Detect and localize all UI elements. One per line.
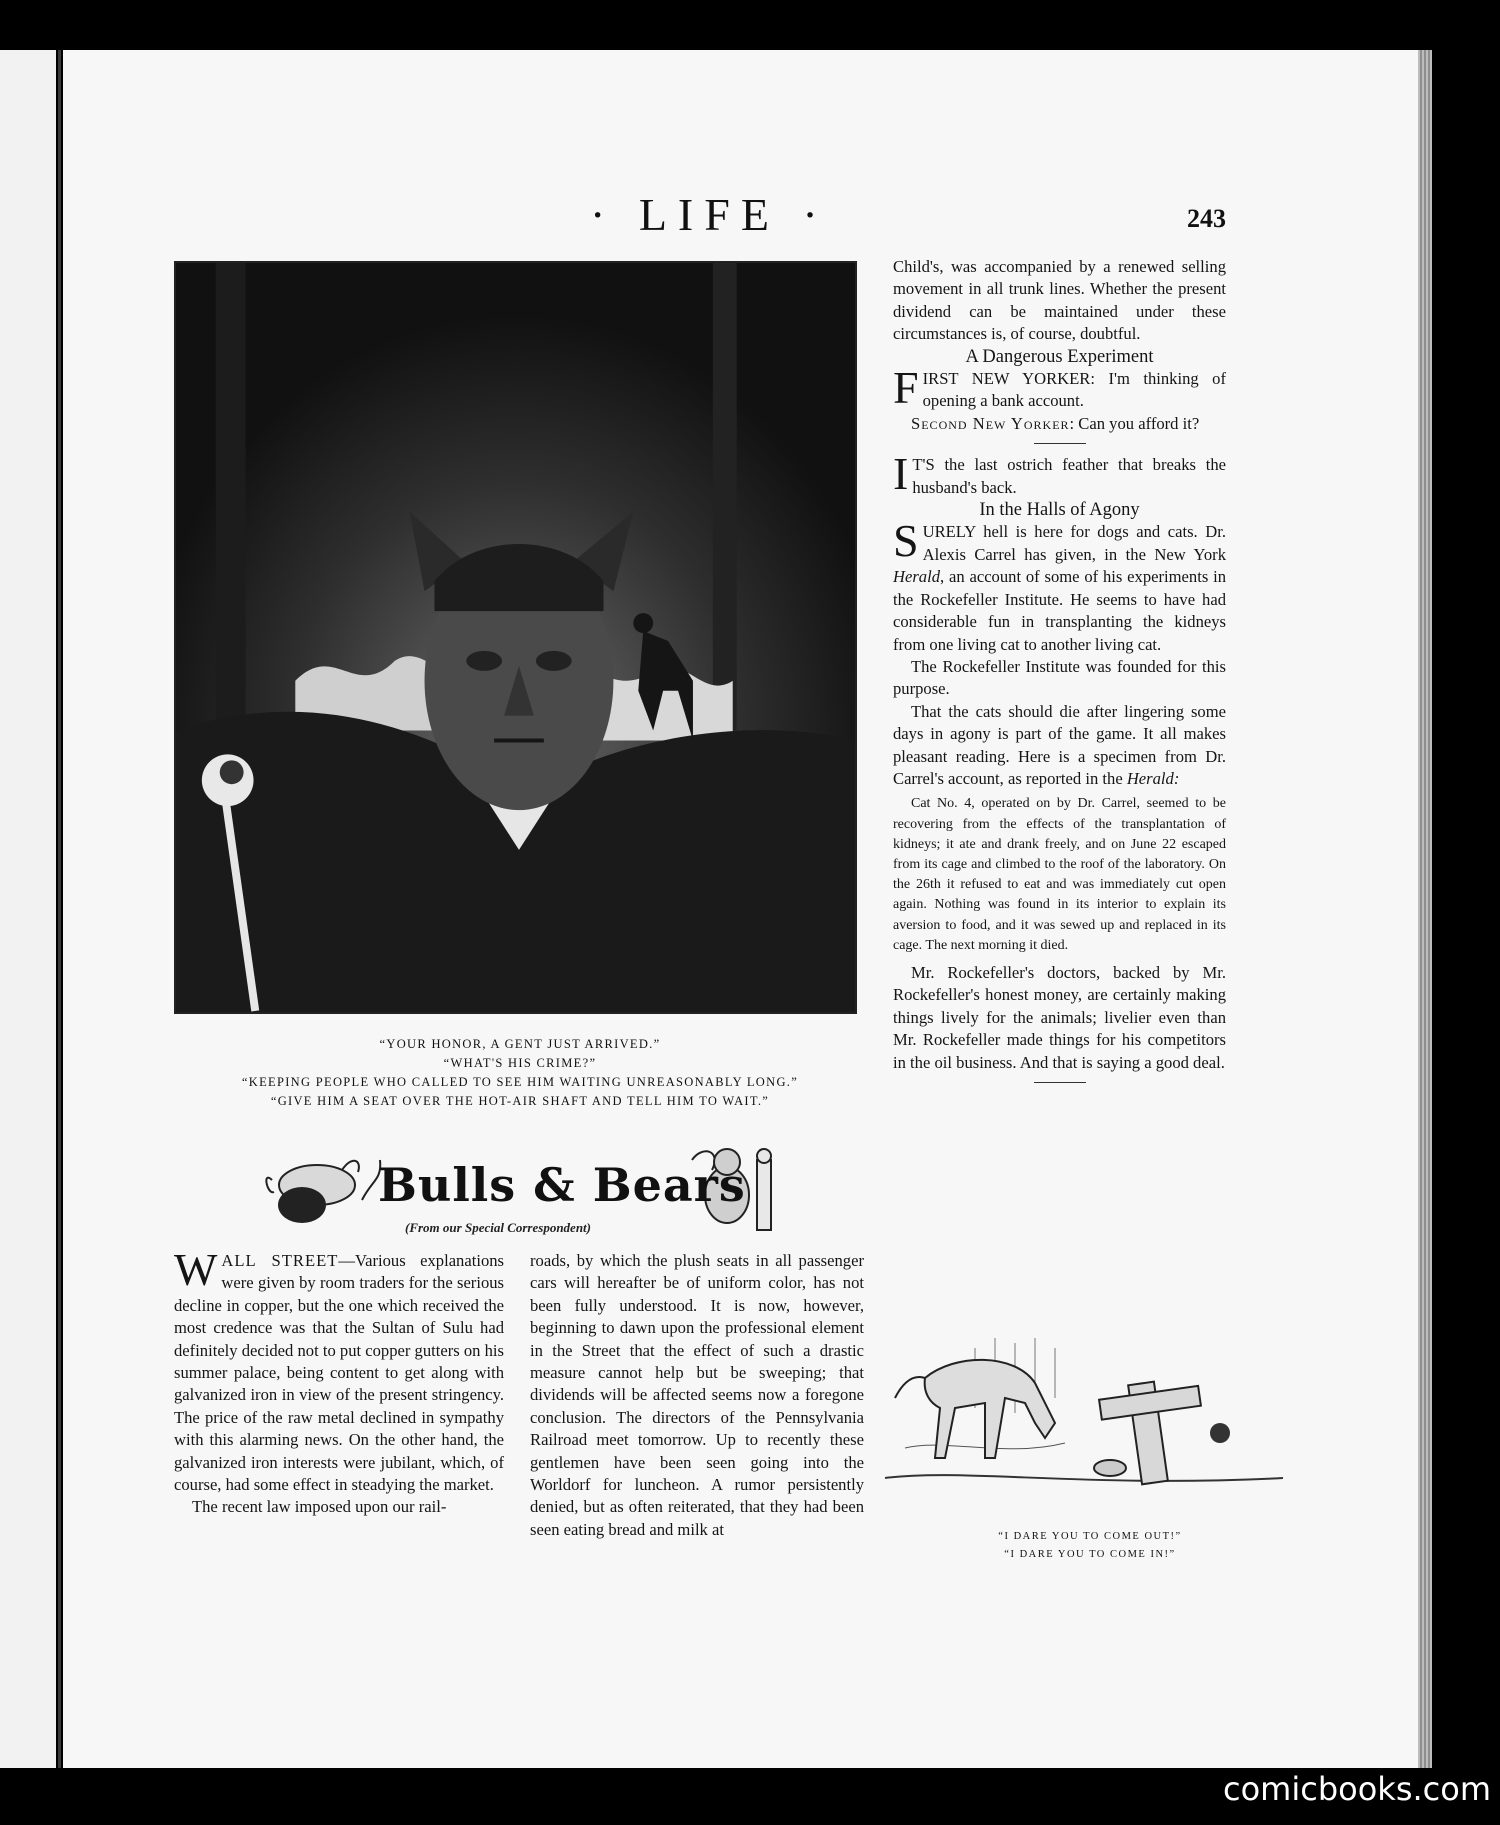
paragraph-text: That the cats should die after lingering some days in agony is part of the game. It all makes pleasant reading. Here is a specimen from Dr. Carrel's account, as reported in the (893, 701, 1226, 788)
masthead-title: · LIFE · (590, 189, 829, 240)
dog-illustration (885, 1328, 1283, 1506)
caption-line: “KEEPING PEOPLE WHO CALLED TO SEE HIM WAITING UNREASONABLY LONG.” (241, 1075, 799, 1089)
speaker: IRST NEW YORKER (922, 369, 1091, 389)
divider (1034, 443, 1086, 444)
paragraph-text: —Various explanations were given by room traders for the serious decline in copper, but the one which received the most credence was that the Sultan of Sulu had definitely decided not to put copper gutters on his summer palace, being content to get along with galvanized iron in view of the present stringency. The price of the raw metal declined in sympathy with this alarming news. On the other hand, the galvanized iron interests were jubilant, which, of course, had some effect in steadying the market. (174, 1251, 504, 1495)
caption-line: “YOUR HONOR, A GENT JUST ARRIVED.” (379, 1037, 661, 1051)
paragraph: The recent law imposed upon our rail- (192, 1497, 447, 1517)
drop-cap: S (893, 515, 919, 567)
bulls-bears-column-1 (174, 1244, 504, 1519)
page-stack-edge (1418, 50, 1432, 1768)
paragraph: The Rockefeller Institute was founded for this purpose. (893, 656, 1226, 699)
paragraph: Mr. Rockefeller's doctors, backed by Mr. Rockefeller's honest money, are certainly making things lively for the animals; livelier even than Mr. Rockefeller made things for his competitors in the oil business. And that is saying a good deal. (893, 962, 1226, 1072)
paragraph-text: hell is here for dogs and cats. Dr. Alexis Carrel has given, in the New York (922, 522, 1226, 564)
caption-line: “I DARE YOU TO COME IN!” (1004, 1549, 1176, 1560)
site-watermark: comicbooks.com (1223, 1770, 1492, 1808)
binding-gutter (58, 50, 61, 1768)
paragraph (174, 1244, 504, 1496)
block-quote (893, 794, 1226, 956)
drop-cap: I (893, 448, 909, 500)
byline: (From our Special Correspondent) (405, 1220, 591, 1235)
bulls-bears-column-2 (530, 1250, 864, 1541)
section-title: Bulls & Bears (378, 1158, 746, 1212)
right-column (893, 256, 1226, 1093)
paragraph (893, 362, 1227, 414)
drop-cap: W (174, 1244, 218, 1295)
drop-cap: F (893, 362, 919, 414)
caption-line: “WHAT'S HIS CRIME?” (443, 1056, 597, 1070)
emphasis: Herald: (1126, 768, 1180, 788)
lead-words: ALL STREET (221, 1251, 339, 1270)
divider (1034, 1082, 1086, 1083)
page-number: 243 (1187, 204, 1226, 233)
paragraph (893, 515, 1226, 655)
paragraph: Child's, was accompanied by a renewed selling movement in all trunk lines. Whether the present dividend can be maintained under these circumstances is, of course, doubtful. (893, 257, 1226, 344)
paragraph: roads, by which the plush seats in all passenger cars will hereafter be of uniform color, has not been fully understood. It is now, however, beginning to dawn upon the professional element in the Street that the effect of such a drastic measure cannot help but be sweeping; that dividends will be affected seems now a foregone conclusion. The directors of the Pennsylvania Railroad meet tomorrow. Up to recently these gentlemen have been seen going into the Worldorf for luncheon. A rumor persistently denied, but as often reiterated, that they had been seen eating bread and milk at (530, 1251, 864, 1539)
emphasis: Herald (893, 567, 941, 587)
speaker: Second New Yorker (911, 413, 1070, 433)
caption-line: “GIVE HIM A SEAT OVER THE HOT-AIR SHAFT AND TELL HIM TO WAIT.” (270, 1094, 770, 1108)
paragraph (893, 413, 1226, 435)
devil-illustration (174, 261, 857, 1014)
paragraph (893, 701, 1226, 791)
dialogue: : I'm thinking of opening a bank account. (922, 369, 1227, 411)
paragraph-text: , an account of some of his experiments in the Rockefeller Institute. He seems to have had considerable fun in transplanting the kidneys from one living cat to another living cat. (893, 567, 1226, 654)
facing-page-edge (0, 50, 56, 1768)
illustration-caption (180, 1035, 860, 1111)
paragraph (893, 448, 1226, 500)
heading-halls-of-agony: In the Halls of Agony (979, 500, 1140, 521)
quote-text: Cat No. 4, operated on by Dr. Carrel, seemed to be recovering from the effects of the transplantation of kidneys; it ate and drank freely, and on June 22 escaped from its cage and climbed to the roof of the laboratory. On the 26th it refused to eat and was immediately cut open again. Nothing was found in its interior to explain its aversion to food, and it was sewed up and replaced in its cage. The next morning it died. (893, 796, 1226, 953)
dog-caption (920, 1528, 1260, 1564)
lead-words: URELY (922, 522, 976, 542)
caption-line: “I DARE YOU TO COME OUT!” (998, 1531, 1182, 1542)
dialogue: : Can you afford it? (1069, 413, 1200, 433)
paragraph-text: T'S the last ostrich feather that breaks the husband's back. (912, 455, 1226, 497)
heading-dangerous-experiment: A Dangerous Experiment (965, 346, 1154, 367)
